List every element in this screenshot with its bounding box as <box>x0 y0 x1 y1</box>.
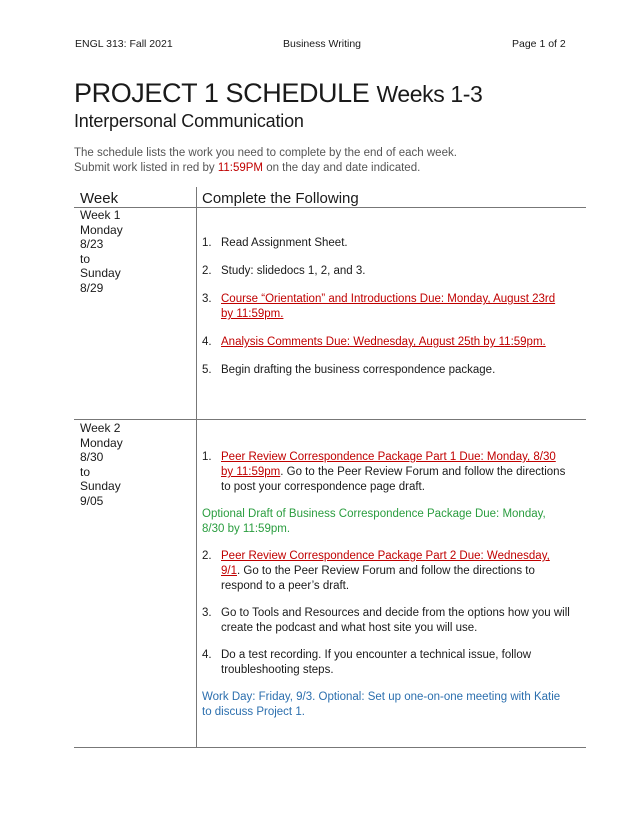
week-1-tasks <box>202 236 582 378</box>
list-number: 3. <box>202 607 212 619</box>
peer-review-part-2-link[interactable]: Peer Review Correspondence Package Part 2 Due: Wednesday, <box>221 550 550 562</box>
week-1-label-line: 8/23 <box>80 237 104 251</box>
week-1-label-line: Sunday <box>80 266 121 280</box>
list-number: 4. <box>202 649 212 661</box>
list-text: Do a test recording. If you encounter a technical issue, follow <box>221 649 532 661</box>
list-item <box>202 292 582 322</box>
intro-line-2 <box>74 161 457 176</box>
list-item <box>202 363 582 378</box>
header-rule <box>74 207 586 208</box>
list-number: 4. <box>202 336 212 348</box>
page-subtitle: Interpersonal Communication <box>74 111 304 131</box>
peer-review-part-2-deadline-link[interactable]: 9/1 <box>221 565 237 577</box>
row-rule <box>74 419 586 420</box>
work-day-line: to discuss Project 1. <box>202 706 305 718</box>
week-1-label-line: to <box>80 251 91 266</box>
optional-draft-line: 8/30 by 11:59pm. <box>202 523 291 535</box>
list-text: troubleshooting steps. <box>221 664 334 676</box>
column-header-complete: Complete the Following <box>202 190 359 207</box>
page-title <box>74 76 482 111</box>
week-2-tasks <box>202 450 582 720</box>
intro-line-2-end: on the day and date indicated. <box>263 162 421 174</box>
week-2-label-line: 8/30 <box>80 450 104 464</box>
list-item <box>202 335 582 350</box>
week-1-label <box>80 208 123 295</box>
list-text: respond to a peer’s draft. <box>221 580 350 592</box>
list-text: Read Assignment Sheet. <box>221 237 348 249</box>
work-day-note <box>202 690 582 720</box>
list-text: . Go to the Peer Review Forum and follow the directions <box>280 466 566 478</box>
list-number: 3. <box>202 293 212 305</box>
optional-draft-line: Optional Draft of Business Correspondence Package Due: Monday, <box>202 508 546 520</box>
list-item <box>202 606 582 636</box>
intro-line-2-start: Submit work listed in red by <box>74 162 218 174</box>
orientation-due-link[interactable] <box>221 293 555 320</box>
intro-text <box>74 146 457 176</box>
list-text: Go to Tools and Resources and decide from the options how you will <box>221 607 570 619</box>
list-text: by 11:59pm. <box>221 308 284 320</box>
list-number: 1. <box>202 237 212 249</box>
week-1-label-line: Week 1 <box>80 208 121 222</box>
week-1-label-line: Monday <box>80 222 123 237</box>
week-2-label-line: Week 2 <box>80 421 121 435</box>
list-item <box>202 236 582 251</box>
list-text: to post your correspondence page draft. <box>221 481 425 493</box>
list-text: Begin drafting the business correspondence package. <box>221 364 496 376</box>
column-divider <box>196 187 197 748</box>
list-item <box>202 264 582 279</box>
list-text: create the podcast and what host site you will use. <box>221 622 478 634</box>
week-2-label-line: 9/05 <box>80 493 104 508</box>
header-page-number: Page 1 of 2 <box>512 38 566 50</box>
optional-draft-note <box>202 507 582 537</box>
column-header-week: Week <box>80 190 119 207</box>
title-weeks: Weeks 1-3 <box>376 81 483 107</box>
intro-line-1: The schedule lists the work you need to complete by the end of each week. <box>74 147 457 159</box>
week-1-label-line: 8/29 <box>80 280 104 295</box>
peer-review-part-1-deadline-link[interactable]: by 11:59pm <box>221 466 281 478</box>
table-bottom-rule <box>74 747 586 748</box>
list-text: Study: slidedocs 1, 2, and 3. <box>221 265 366 277</box>
week-2-label-line: to <box>80 464 91 479</box>
work-day-line: Work Day: Friday, 9/3. Optional: Set up one-on-one meeting with Katie <box>202 691 561 703</box>
list-item <box>202 648 582 678</box>
week-2-label-line: Sunday <box>80 479 121 493</box>
list-text: . Go to the Peer Review Forum and follow the directions to <box>237 565 535 577</box>
week-2-label <box>80 421 123 508</box>
list-number: 1. <box>202 451 212 463</box>
header-subject: Business Writing <box>283 38 362 50</box>
title-main: PROJECT 1 SCHEDULE <box>74 78 370 108</box>
list-item <box>202 450 582 495</box>
list-number: 5. <box>202 364 212 376</box>
week-2-label-line: Monday <box>80 435 123 450</box>
list-number: 2. <box>202 265 212 277</box>
list-text: Course “Orientation” and Introductions Due: Monday, August 23rd <box>221 293 556 305</box>
schedule-table <box>74 187 586 748</box>
intro-deadline-time: 11:59PM <box>217 162 263 174</box>
analysis-comments-due-link[interactable]: Analysis Comments Due: Wednesday, August 25th by 11:59pm. <box>221 336 546 348</box>
peer-review-part-1-link[interactable]: Peer Review Correspondence Package Part 1 Due: Monday, 8/30 <box>221 451 556 463</box>
header-course: ENGL 313: Fall 2021 <box>75 38 173 50</box>
list-item <box>202 549 582 594</box>
list-number: 2. <box>202 550 212 562</box>
